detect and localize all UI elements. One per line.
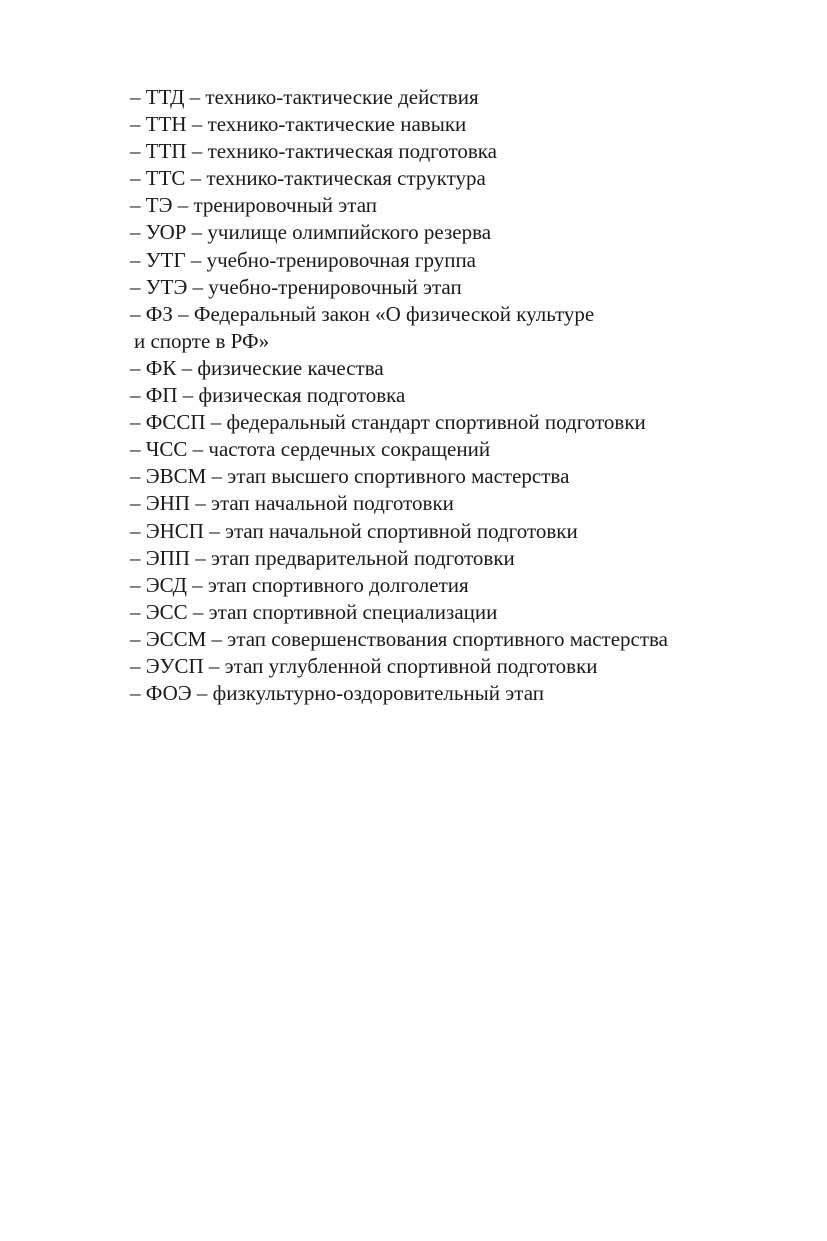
- abbreviation-entry: – ЭСД – этап спортивного долголетия: [130, 572, 469, 597]
- list-item: [130, 599, 668, 626]
- abbreviation-entry: – ЭСС – этап спортивной специализации: [130, 599, 498, 624]
- list-item: [130, 626, 668, 653]
- list-item: [130, 545, 668, 572]
- abbreviation-entry: – ТТН – технико-тактические навыки: [130, 112, 467, 137]
- abbreviation-entry: – ЭНП – этап начальной подготовки: [130, 491, 454, 516]
- abbreviation-entry: – ФССП – федеральный стандарт спортивной подготовки: [130, 410, 646, 435]
- abbreviation-entry: – ФП – физическая подготовка: [130, 383, 406, 408]
- abbreviation-entry: – ТТД – технико-тактические действия: [130, 85, 479, 109]
- abbreviation-entry: – УОР – училище олимпийского резерва: [130, 220, 492, 245]
- list-item: [130, 572, 668, 599]
- abbreviation-entry: – ТТП – технико-тактическая подготовка: [130, 139, 497, 164]
- abbreviation-entry: – ТТС – технико-тактическая структура: [130, 166, 486, 191]
- abbreviation-list: [130, 84, 668, 707]
- list-item: [130, 463, 668, 490]
- list-item: [130, 355, 668, 382]
- list-item: [130, 518, 668, 545]
- list-item: [130, 247, 668, 274]
- list-item: [130, 165, 668, 192]
- abbreviation-entry: – ФОЭ – физкультурно-оздоровительный этап: [130, 681, 545, 706]
- abbreviation-entry: – ЭВСМ – этап высшего спортивного мастерства: [130, 464, 570, 489]
- abbreviation-entry: – ЧСС – частота сердечных сокращений: [130, 437, 491, 462]
- abbreviation-entry: – ФК – физические качества: [130, 355, 384, 380]
- list-item: [130, 409, 668, 436]
- list-item: [130, 301, 668, 355]
- list-item: [130, 192, 668, 219]
- list-item: [130, 490, 668, 517]
- list-item: [130, 138, 668, 165]
- abbreviation-entry: – УТГ – учебно-тренировочная группа: [130, 247, 477, 272]
- list-item: [130, 274, 668, 301]
- list-item: [130, 382, 668, 409]
- list-item: [130, 653, 668, 680]
- abbreviation-entry: – ЭПП – этап предварительной подготовки: [130, 545, 515, 570]
- abbreviation-entry: – ЭССМ – этап совершенствования спортивного мастерства: [130, 626, 668, 651]
- abbreviation-entry: – ТЭ – тренировочный этап: [130, 193, 378, 218]
- abbreviation-entry: – УТЭ – учебно-тренировочный этап: [130, 274, 462, 299]
- list-item: [130, 84, 668, 111]
- abbreviation-entry: – ФЗ – Федеральный закон «О физической культуре: [130, 301, 595, 326]
- list-item: [130, 111, 668, 138]
- list-item: [130, 219, 668, 246]
- list-item: [130, 680, 668, 707]
- list-item: [130, 436, 668, 463]
- abbreviation-entry: – ЭНСП – этап начальной спортивной подготовки: [130, 518, 578, 543]
- abbreviation-entry: – ЭУСП – этап углубленной спортивной подготовки: [130, 653, 598, 678]
- abbreviation-entry-continuation: и спорте в РФ»: [134, 328, 270, 353]
